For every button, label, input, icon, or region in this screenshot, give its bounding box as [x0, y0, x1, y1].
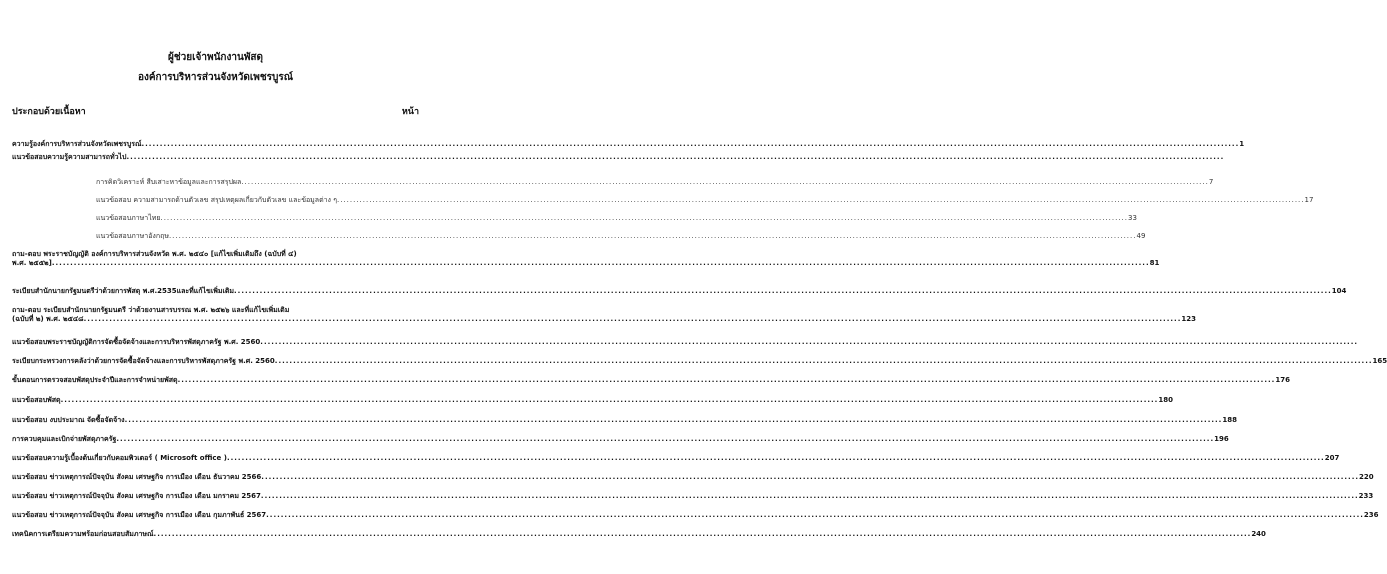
toc-entry-title: แนวข้อสอบ ข่าวเหตุการณ์ปัจจุบัน สังคม เศรษฐกิจ การเมือง เดือน ธันวาคม 2566 — [12, 473, 262, 481]
toc-entry — [12, 396, 1173, 405]
toc-entry — [12, 492, 1374, 501]
toc-entry — [12, 306, 1196, 324]
toc-entry-page: 33 — [1128, 214, 1137, 222]
contents-heading: ประกอบด้วยเนื้อหา — [12, 107, 86, 117]
toc-entry — [12, 454, 1340, 463]
toc-entry-page: 1 — [1239, 140, 1245, 148]
toc-entry-page: 240 — [1251, 530, 1266, 538]
toc-entry-title: เทคนิคการเตรียมความพร้อมก่อนสอบสัมภาษณ์ — [12, 530, 154, 538]
toc-entry-page: 233 — [1358, 492, 1374, 500]
toc-entry — [12, 250, 1160, 268]
document-title: ผู้ช่วยเจ้าพนักงานพัสดุ — [167, 52, 264, 63]
toc-entry-title: (ฉบับที่ ๒) พ.ศ. ๒๕๔๘ — [12, 315, 84, 323]
toc-entry — [12, 214, 1137, 223]
toc-entry — [12, 232, 1146, 241]
toc-entry-page: 123 — [1181, 315, 1196, 323]
dot-leader: ............................................................................................................................................................................................................................................................................................................ — [141, 140, 1240, 148]
toc-entry — [12, 140, 1245, 149]
toc-entry — [12, 416, 1237, 425]
dot-leader: ............................................................................................................................................................................................................................................................................................................ — [177, 376, 1276, 384]
toc-entry-title: การควบคุมและเบิกจ่ายพัสดุภาครัฐ — [12, 435, 117, 443]
toc-entry-title: แนวข้อสอบ งบประมาณ จัดซื้อจัดจ้าง — [12, 416, 125, 424]
toc-entry — [12, 357, 1387, 366]
toc-entry-title: แนวข้อสอบภาษาอังกฤษ — [96, 232, 169, 240]
toc-entry-page: 196 — [1214, 435, 1229, 443]
toc-entry-page: 180 — [1158, 396, 1173, 404]
dot-leader: ............................................................................................................................................................................................................................................................................................................ — [168, 232, 1137, 240]
toc-entry-title: แนวข้อสอบความรู้ความสามารถทั่วไป — [12, 153, 127, 161]
dot-leader: ............................................................................................................................................................................................................................................................................................................ — [51, 259, 1150, 267]
dot-leader: ............................................................................................................................................................................................................................................................................................................ — [336, 196, 1305, 204]
toc-entry-page: 236 — [1363, 511, 1379, 519]
dot-leader: ............................................................................................................................................................................................................................................................................................................ — [266, 511, 1364, 519]
dot-leader: ............................................................................................................................................................................................................................................................................................................ — [160, 214, 1128, 222]
dot-leader: ............................................................................................................................................................................................................................................................................................................ — [126, 153, 1225, 161]
toc-entry-page: 165 — [1372, 357, 1387, 365]
toc-entry-title: แนวข้อสอบ ข่าวเหตุการณ์ปัจจุบัน สังคม เศรษฐกิจ การเมือง เดือน มกราคม 2567 — [12, 492, 261, 500]
dot-leader: ............................................................................................................................................................................................................................................................................................................ — [153, 530, 1252, 538]
toc-entry — [12, 338, 1359, 347]
toc-entry-title: พ.ศ. ๒๕๕๒] — [12, 259, 52, 267]
toc-entry-title: ถาม-ตอบ พระราชบัญญัติ องค์การบริหารส่วนจังหวัด พ.ศ. ๒๕๔๐ [แก้ไขเพิ่มเติมถึง (ฉบับที่ ๔) — [12, 250, 297, 258]
dot-leader: ............................................................................................................................................................................................................................................................................................................ — [83, 315, 1182, 323]
toc-entry-page: 220 — [1359, 473, 1374, 481]
toc-entry-page: 176 — [1275, 376, 1290, 384]
toc-entry-title: ระเบียบกระทรวงการคลังว่าด้วยการจัดซื้อจัดจ้างและการบริหารพัสดุภาครัฐ พ.ศ. 2560 — [12, 357, 275, 365]
dot-leader: ............................................................................................................................................................................................................................................................................................................ — [260, 338, 1359, 346]
toc-entry-title: แนวข้อสอบพระราชบัญญัติการจัดซื้อจัดจ้างและการบริหารพัสดุภาครัฐ พ.ศ. 2560 — [12, 338, 261, 346]
toc-entry-title: แนวข้อสอบภาษาไทย — [96, 214, 161, 222]
toc-entry-page: 188 — [1222, 416, 1237, 424]
dot-leader: ............................................................................................................................................................................................................................................................................................................ — [241, 178, 1209, 186]
dot-leader: ............................................................................................................................................................................................................................................................................................................ — [116, 435, 1215, 443]
toc-entry — [12, 153, 1225, 162]
dot-leader: ............................................................................................................................................................................................................................................................................................................ — [60, 396, 1159, 404]
toc-entry-page: 104 — [1331, 287, 1347, 295]
toc-entry-page: 49 — [1136, 232, 1146, 240]
toc-entry — [12, 196, 1314, 205]
toc-entry-title: ขั้นตอนการตรวจสอบพัสดุประจำปีและการจำหน่ายพัสดุ — [12, 376, 178, 384]
toc-entry-title: ระเบียบสำนักนายกรัฐมนตรีว่าด้วยการพัสดุ พ.ศ.2535และที่แก้ไขเพิ่มเติม — [12, 287, 235, 295]
toc-entry-title: แนวข้อสอบความรู้เบื้องต้นเกี่ยวกับคอมพิวเตอร์ ( Microsoft office ) — [12, 454, 227, 462]
toc-entry-title: แนวข้อสอบ ข่าวเหตุการณ์ปัจจุบัน สังคม เศรษฐกิจ การเมือง เดือน กุมภาพันธ์ 2567 — [12, 511, 267, 519]
toc-entry-page: 207 — [1324, 454, 1340, 462]
toc-entry-title: ความรู้องค์การบริหารส่วนจังหวัดเพชรบูรณ์ — [12, 140, 142, 148]
toc-entry-page: 7 — [1208, 178, 1214, 186]
dot-leader: ............................................................................................................................................................................................................................................................................................................ — [274, 357, 1373, 365]
toc-entry — [12, 435, 1229, 444]
dot-leader: ............................................................................................................................................................................................................................................................................................................ — [261, 473, 1360, 481]
toc-entry — [12, 473, 1374, 482]
toc-entry-title: ถาม-ตอบ ระเบียบสำนักนายกรัฐมนตรี ว่าด้วยงานสารบรรณ พ.ศ. ๒๕๒๖ และที่แก้ไขเพิ่มเติม — [12, 306, 290, 314]
toc-entry — [12, 376, 1290, 385]
dot-leader: ............................................................................................................................................................................................................................................................................................................ — [234, 287, 1332, 295]
toc-entry-page: 81 — [1149, 259, 1160, 267]
dot-leader: ............................................................................................................................................................................................................................................................................................................ — [226, 454, 1325, 462]
document-subtitle: องค์การบริหารส่วนจังหวัดเพชรบูรณ์ — [137, 72, 294, 83]
toc-entry — [12, 530, 1266, 539]
dot-leader: ............................................................................................................................................................................................................................................................................................................ — [124, 416, 1223, 424]
toc-entry-page: 17 — [1304, 196, 1314, 204]
toc-entry-title: แนวข้อสอบ ความสามารถด้านตัวเลข สรุปเหตุผลเกี่ยวกับตัวเลข และข้อมูลต่าง ๆ — [96, 196, 337, 204]
toc-entry — [12, 511, 1379, 520]
toc-entry — [12, 178, 1214, 187]
toc-entry-title: การคิดวิเคราะห์ สืบเสาะหาข้อมูลและการสรุปผล — [96, 178, 242, 186]
toc-entry-title: แนวข้อสอบพัสดุ — [12, 396, 61, 404]
page-column-heading: หน้า — [401, 107, 419, 117]
dot-leader: ............................................................................................................................................................................................................................................................................................................ — [260, 492, 1359, 500]
toc-entry — [12, 287, 1347, 296]
